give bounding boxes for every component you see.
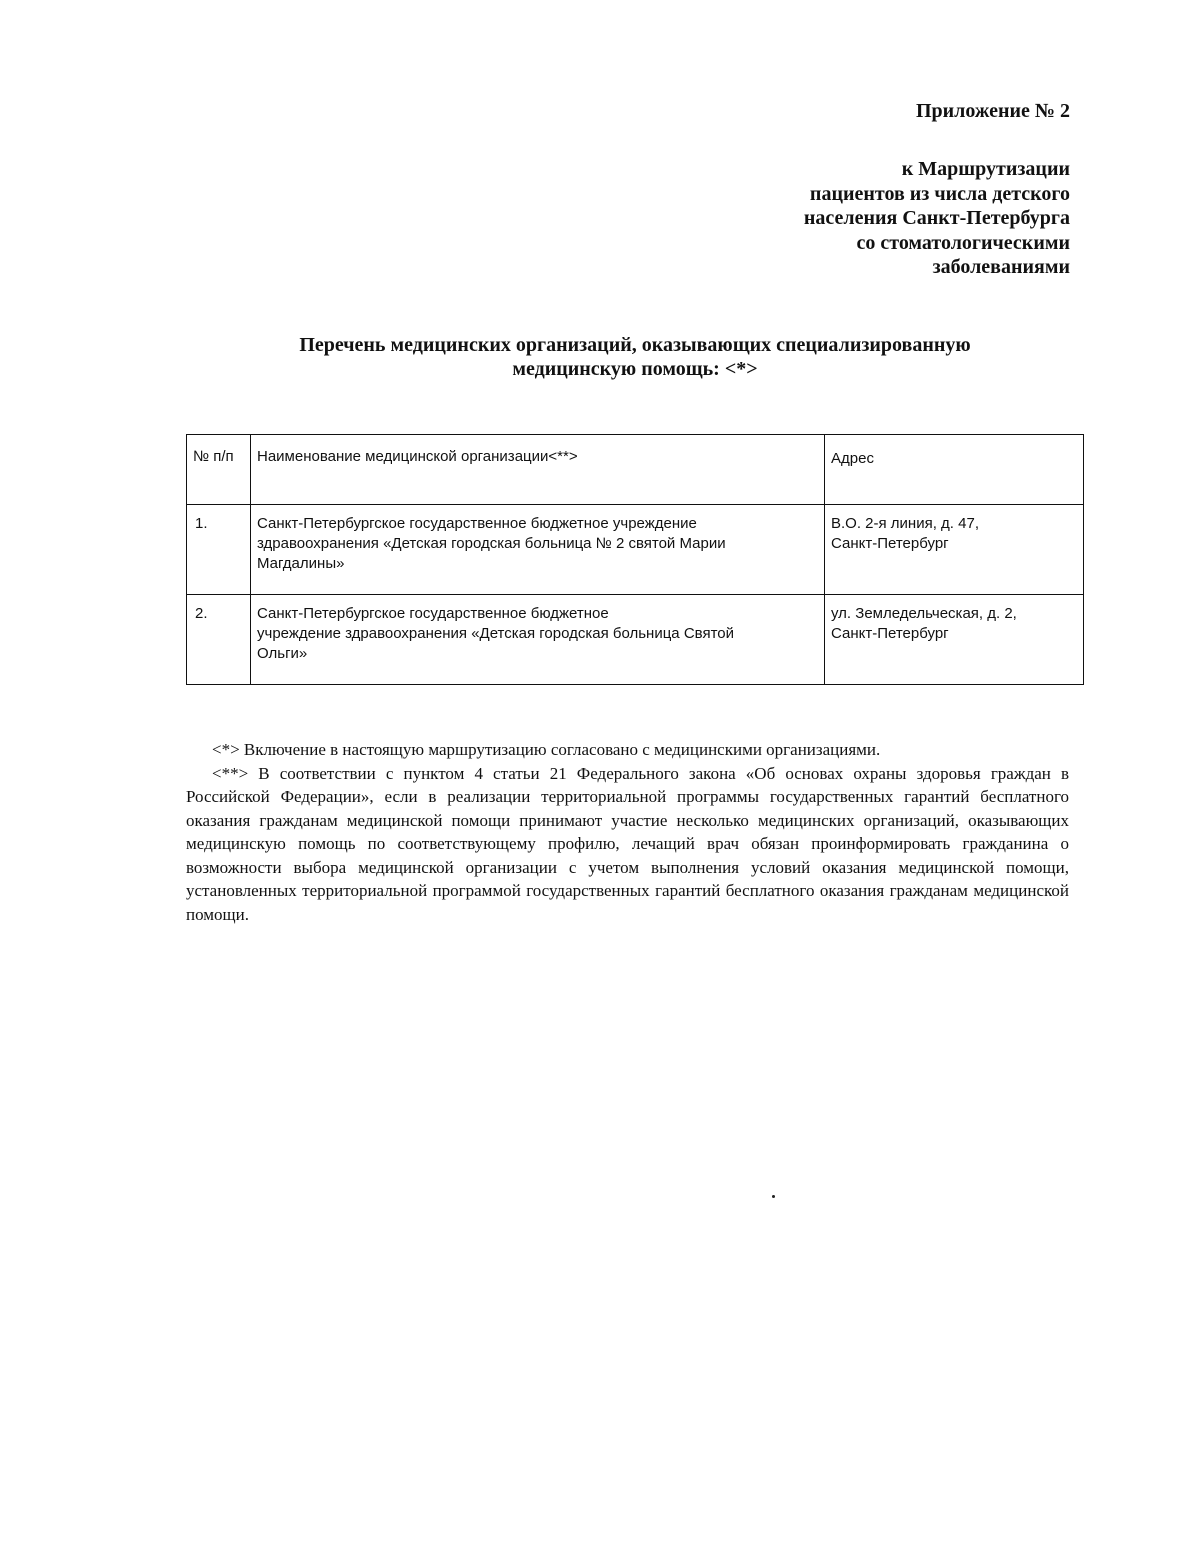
organization-name-line: Санкт-Петербургское государственное бюджетное bbox=[257, 605, 609, 622]
appendix-subtitle-line: населения Санкт-Петербурга bbox=[803, 207, 1070, 229]
table-row bbox=[187, 595, 1084, 685]
address-line: ул. Земледельческая, д. 2, bbox=[831, 605, 1017, 622]
appendix-subtitle-line: пациентов из числа детского bbox=[809, 182, 1070, 205]
organization-address bbox=[825, 595, 1084, 685]
scan-artifact-dot bbox=[772, 1195, 775, 1198]
address-line: В.О. 2-я линия, д. 47, bbox=[831, 515, 979, 532]
organization-name-line: Магдалины» bbox=[257, 555, 345, 572]
table-header-row bbox=[187, 435, 1084, 505]
appendix-heading: Приложение № 2 bbox=[915, 100, 1070, 122]
address-line: Санкт-Петербург bbox=[831, 625, 949, 642]
address-line: Санкт-Петербург bbox=[831, 535, 949, 552]
organization-address bbox=[825, 505, 1084, 595]
appendix-subtitle-line: со стоматологическими bbox=[856, 231, 1070, 254]
header-address: Адрес bbox=[825, 435, 1084, 505]
organization-name-line: учреждение здравоохранения «Детская городская больница Святой bbox=[257, 625, 734, 642]
document-title-line: медицинскую помощь: <*> bbox=[512, 358, 758, 380]
organization-name bbox=[251, 505, 825, 595]
row-number: 2. bbox=[187, 595, 251, 685]
footnotes bbox=[186, 738, 1069, 926]
document-title-line: Перечень медицинских организаций, оказывающих специализированную bbox=[299, 334, 971, 356]
appendix-subtitle-line: к Маршрутизации bbox=[901, 158, 1070, 180]
appendix-subtitle-line: заболеваниями bbox=[932, 256, 1070, 278]
organization-name-line: здравоохранения «Детская городская больница № 2 святой Марии bbox=[257, 535, 726, 552]
appendix-subtitle bbox=[650, 157, 1070, 280]
organizations-table bbox=[186, 434, 1084, 685]
header-number: № п/п bbox=[187, 435, 251, 505]
footnote-second: <**> В соответствии с пунктом 4 статьи 21 Федерального закона «Об основах охраны здоровья граждан в Российской Федерации», если в реализации территориальной программы государственных гарантий бесплатного оказания гражданам медицинской помощи принимают участие несколько медицинских организаций, оказывающих медицинскую помощь по соответствующему профилю, лечащий врач обязан проинформировать гражданина о возможности выбора медицинской организации с учетом выполнения условий оказания медицинской помощи, установленных территориальной программой государственных гарантий бесплатного оказания гражданам медицинской помощи. bbox=[186, 763, 1069, 924]
organization-name-line: Ольги» bbox=[257, 645, 308, 662]
organization-name-line: Санкт-Петербургское государственное бюджетное учреждение bbox=[257, 515, 697, 532]
footnote-first: <*> Включение в настоящую маршрутизацию согласовано с медицинскими организациями. bbox=[212, 740, 881, 759]
row-number: 1. bbox=[187, 505, 251, 595]
organization-name bbox=[251, 595, 825, 685]
header-organization-name: Наименование медицинской организации<**> bbox=[251, 435, 825, 505]
document-title bbox=[140, 333, 1130, 381]
table-row bbox=[187, 505, 1084, 595]
